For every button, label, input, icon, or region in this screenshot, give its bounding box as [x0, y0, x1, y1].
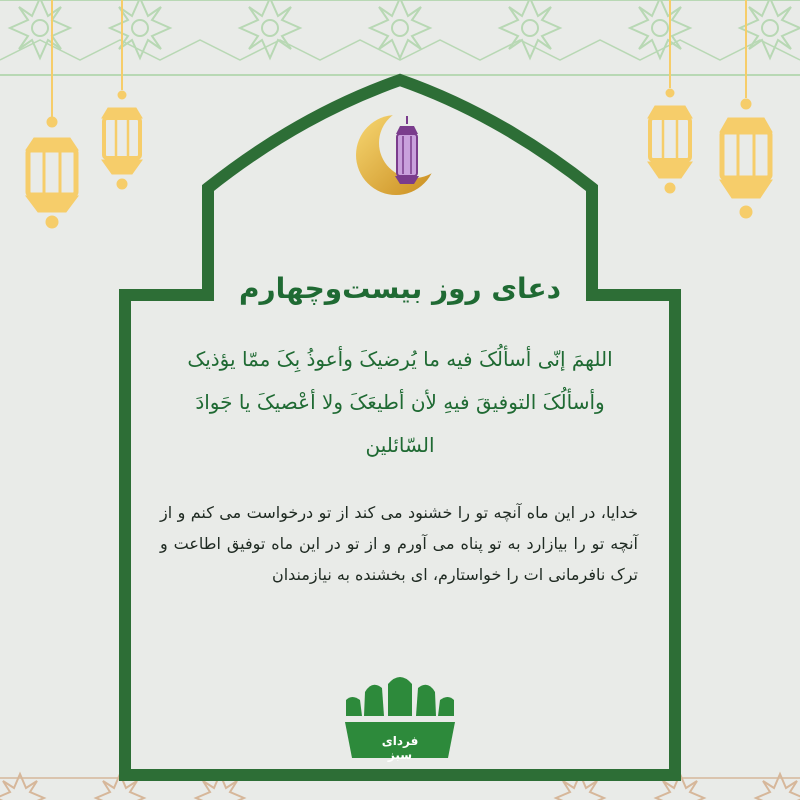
logo-name: فردای سبز — [381, 734, 419, 762]
persian-translation-text: خدایا، در این ماه آنچه تو را خشنود می کند از تو درخواست می کنم و از آنچه تو را بیازارد به تو پناه می آورم و از تو در این ماه توفیق اطاعت و ترک نافرمانی ات را خواستارم، ای بخشنده به نیازمندان — [160, 503, 638, 584]
arabic-prayer-text: اللهمَ إنّی أسألُکَ فیه ما یُرضیکَ وأعوذُ بِکَ ممّا یؤذیک وأسألُکَ التوفیقَ فیهِ لأن أطیعَکَ ولا أعْصیکَ یا جَوادَ السّائلین — [187, 347, 613, 457]
top-pattern — [0, 0, 800, 75]
page-title: دعای روز بیست‌وچهارم — [238, 272, 562, 305]
